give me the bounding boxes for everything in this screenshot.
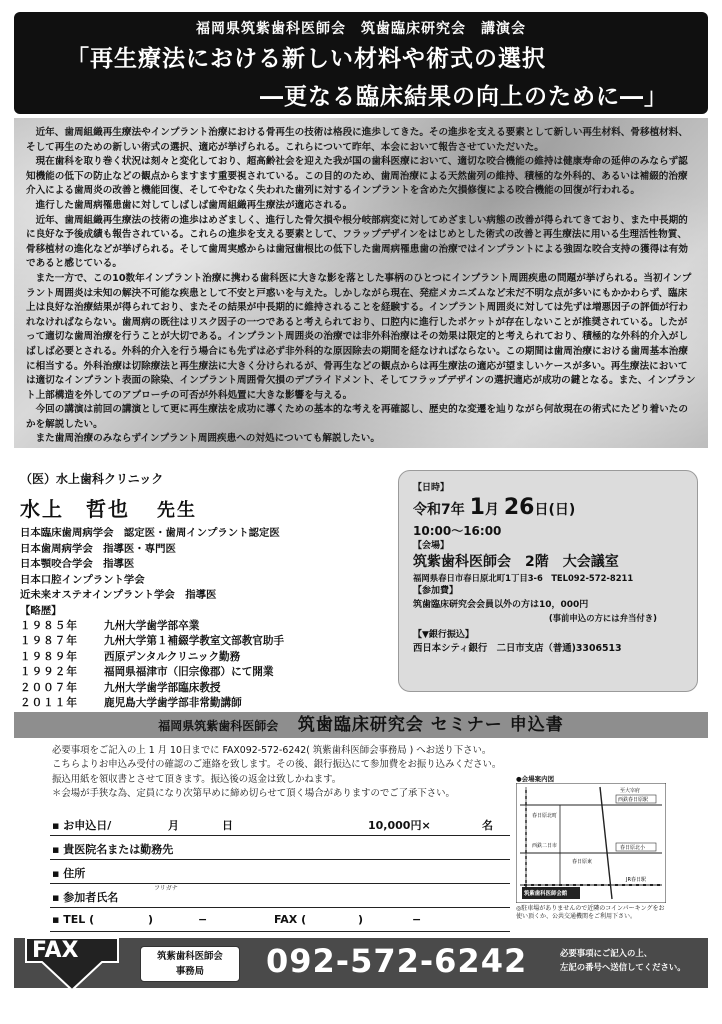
office-line-1: 筑紫歯科医師会	[157, 951, 223, 962]
qualification-item: 日本臨床歯周病学会 認定医・歯周インプラント認定医	[20, 527, 280, 539]
title-line-2: ―更なる臨床結果の向上のために―」	[260, 84, 668, 110]
history-event: 九州大学歯学部卒業	[104, 619, 200, 632]
speaker-name: 水上 哲也	[20, 497, 130, 521]
application-title-bar	[14, 712, 708, 738]
history-year: ２００７年	[20, 681, 78, 694]
bank-label: 【▼銀行振込】	[413, 630, 474, 640]
intro-paragraph: また一方で、この10数年インプラント治療に携わる歯科医に大きな影を落とした事柄のひとつにインプラント周囲疾患の問題が挙げられる。当初インプラント周囲炎は未知の解決不可能な疾患として不安と戸惑いを与えた。しかしながら現在、発症メカニズムなど未だ不明な点が多いにもかかわらず、臨床上は良好な治療結果が得られており、またその結果が中長期的に維持されることを経験する。インプラント周囲炎に対しては先ずは増悪因子の評価が行われなければならない。歯周病の既往はリスク因子の一つであると考えられており、口腔内に進行したポケットが存在しないことが推奨されている。したがって適切な歯周治療を行うことが大切である。インプラント周囲炎の治療では非外科治療はその効果は限定的と考えられており、積極的な外科的介入がしばしば必要とされる。外科的介入を行う場合にも先ずは必ず非外科的な原因除去の期間を経なければならない。この期間は歯周治療における歯周基本治療に相当する。外科治療は切除療法と再生療法に大きく分けられるが、骨再生などの観点からは再生療法の適応が望ましいケースが多い。再生療法においては適切なインプラント表面の除染、インプラント周囲骨欠損のデブライドメント、そしてフラップデザインの選択適応が成功の鍵となる。また、インプラント上部構造を外してのアプローチの可否が外科処置に大きな影響を与える。	[26, 272, 696, 401]
event-time: 10:00～16:00	[413, 524, 502, 538]
fee-note: (事前申込の方には弁当付き)	[548, 613, 657, 623]
date-era: 令和7年	[413, 502, 465, 518]
history-title: 【略歴】	[20, 604, 62, 617]
map-caption: ●会場案内図	[516, 775, 555, 783]
tel-label: ▪ TEL (	[52, 913, 95, 926]
history-year: １９９２年	[20, 666, 78, 679]
history-item	[20, 619, 390, 635]
history-item	[20, 650, 390, 666]
speaker-name-row	[20, 493, 390, 522]
fax-dash: −	[412, 913, 422, 926]
speaker-profile	[20, 470, 390, 712]
clinic-name-label: ▪ 貴医院名または勤務先	[52, 843, 174, 856]
map-label-road1: 春日原北町	[532, 813, 558, 819]
title-line-1: 「再生療法における新しい材料や術式の選択	[66, 46, 546, 72]
intro-paragraph: また歯周治療のみならずインプラント周囲疾患への対処についても解説したい。	[35, 433, 380, 445]
qualification-item: 日本歯周病学会 指導医・専門医	[20, 542, 176, 555]
history-event: 西原デンタルクリニック勤務	[104, 650, 241, 663]
fax-number: 092-572-6242	[266, 942, 528, 980]
fax-office-box	[140, 946, 240, 982]
date-month: 1	[469, 495, 485, 520]
address-label: ▪ 住所	[52, 867, 86, 880]
fax-label-text: FAX	[32, 938, 79, 963]
application-org: 福岡県筑紫歯科医師会	[158, 719, 279, 733]
event-venue: 筑紫歯科医師会 2階 大会議室	[413, 554, 619, 570]
month-unit: 月	[484, 502, 499, 518]
speaker-honorific: 先生	[156, 500, 197, 521]
intro-paragraph: 今回の講演は前回の講演として更に再生療法を成功に導くための基本的な考えを再確認し、歴史的な変遷を辿りながら何故現在の術式にたどり着いたのかを解説したい。	[26, 404, 688, 430]
qualification-item: 日本口腔インプラント学会	[20, 573, 145, 586]
fax-arrow	[18, 936, 126, 992]
history-item	[20, 665, 390, 681]
history-item	[20, 634, 390, 650]
tel-close: )	[148, 913, 154, 926]
history-event: 九州大学歯学部臨床教授	[104, 681, 221, 694]
instruction-line-2: 左記の番号へ送信してください。	[560, 962, 686, 972]
venue-address: 福岡県春日市春日原北町1丁目3-6 TEL092-572-8211	[413, 573, 634, 583]
history-year: ２０１１年	[20, 697, 78, 710]
history-event: 鹿児島大学歯学部非常勤講師	[104, 697, 242, 710]
map-label-school: 春日原北小	[620, 845, 646, 851]
application-form	[50, 812, 510, 932]
office-line-2: 事務局	[175, 966, 205, 977]
note-line: 振込用紙を領収書とさせて頂きます。振込後の返金は致しかねます。	[52, 773, 342, 785]
history-year: １９８９年	[20, 650, 78, 663]
day-unit: 日	[534, 502, 549, 518]
participant-name-field[interactable]	[50, 884, 510, 908]
application-date-field[interactable]	[50, 812, 510, 836]
map-label-station1: 西鉄春日原駅	[618, 797, 649, 803]
map-drawing	[516, 783, 666, 903]
event-date	[413, 495, 683, 523]
organizers: 福岡県筑紫歯科医師会 筑歯臨床研究会 講演会	[196, 21, 526, 37]
persons-label: 名	[482, 819, 493, 832]
tel-dash: −	[198, 913, 208, 926]
map-label-kokudo: 至大宰府	[620, 788, 641, 794]
instruction-line-1: 必要事項にご記入の上、	[560, 948, 653, 958]
map-label-bus: 春日原東	[572, 859, 593, 865]
date-weekday: (日)	[548, 502, 576, 518]
history-event: 九州大学第１補綴学教室文部教官助手	[104, 635, 285, 648]
event-info-box	[398, 470, 698, 692]
history-item	[20, 696, 390, 712]
clinic-name-field[interactable]	[50, 836, 510, 860]
venue-label: 【会場】	[413, 541, 450, 551]
furigana-label: フリガナ	[154, 885, 178, 892]
qualification-item: 近未来オステオインプラント学会 指導医	[20, 589, 217, 602]
intro-section	[14, 118, 708, 448]
intro-paragraph: 近年、歯周組織再生療法やインプラント治療における骨再生の技術は格段に進歩してきた。その進歩を支える要素として新しい再生材料、骨移植材料、そして再生のための新しい術式の選択、適応が挙げられる。これらについて昨年、本会において報告させていただいた。	[26, 127, 688, 153]
bank-account: 西日本シティ銀行 二日市支店（普通)3306513	[413, 643, 622, 654]
date-label: 【日時】	[413, 483, 450, 493]
map-label-jr: JR春日駅	[626, 877, 646, 883]
fax-instruction	[560, 946, 686, 974]
intro-paragraph: 現在歯科を取り巻く状況は刻々と変化しており、超高齢社会を迎えた我が国の歯科医療において、適切な咬合機能の維持は健康寿命の延伸のみならず認知機能の低下の防止などの観点からますます重要視されている。この目的のため、歯周治療による天然歯列の維持、積極的な外科的、あるいは補綴的治療介入による歯周炎の改善と機能回復、そしてやむなく失われた歯列に対するインプラントを含めた欠損修復による咬合機能の回復が行われる。	[26, 156, 688, 197]
note-line: 必要事項をご記入の上 1 月 10日までに FAX092-572-6242( 筑紫歯科医師会事務局 ) へお送り下さい。	[52, 745, 492, 756]
map-parking-note: ◎駐車場がありませんので近隣のコインパーキングをお使い頂くか、公共交通機関をご利用下さい。	[516, 905, 665, 920]
application-date-label: ▪ お申込日/	[52, 819, 112, 832]
fee-label: 【参加費】	[413, 586, 459, 596]
phone-fax-field[interactable]	[50, 908, 510, 932]
application-title: 筑歯臨床研究会 セミナー 申込書	[297, 715, 564, 735]
map-label-venue: 筑紫歯科医師会館	[524, 891, 568, 897]
title-banner	[14, 12, 708, 114]
date-day: 26	[503, 495, 535, 520]
month-label: 月	[168, 819, 179, 832]
intro-paragraph: 進行した歯周病罹患歯に対してしばしば歯周組織再生療法が適応される。	[35, 199, 353, 211]
event-fee: 筑歯臨床研究会会員以外の方は10，000円	[413, 600, 589, 610]
note-line: ＊会場が手狭な為、定員になり次第早めに締め切らせて頂く場合がありますのでご了承下さい。	[52, 788, 455, 800]
speaker-qualifications	[20, 526, 390, 604]
history-item	[20, 681, 390, 697]
note-line: こちらよりお申込み受付の確認のご連絡を致します。その後、銀行振込にて参加費をお振り込みください。	[52, 759, 502, 771]
history-event: 福岡県福津市（旧宗像郡）にて開業	[104, 666, 274, 679]
fax-close: )	[358, 913, 364, 926]
participant-name-label: ▪ 参加者氏名	[52, 891, 119, 904]
intro-paragraph: 近年、歯周組織再生療法の技術の進歩はめざましく、進行した骨欠損や根分岐部病変に対してめざましい病態の改善が得られてきており、また中長期的に良好な予後成績も報告されている。これらの進歩を支える要素として、フラップデザインをはじめとした術式の改善と再生療法に用いる生理活性物質、骨移植材の進化などが挙げられる。そして歯周実感からは歯冠歯根比の低下した歯周病罹患歯の治療ではインプラントによる強固な咬合支持の獲得は有効であると感じている。	[26, 214, 688, 270]
history-year: １９８７年	[20, 635, 78, 648]
day-label: 日	[222, 819, 233, 832]
venue-map	[516, 774, 666, 934]
history-year: １９８５年	[20, 619, 78, 632]
address-field[interactable]	[50, 860, 510, 884]
map-label-stop1: 西鉄二日市	[532, 843, 558, 849]
speaker-clinic: （医）水上歯科クリニック	[20, 472, 164, 486]
fax-field-label: FAX (	[274, 913, 307, 926]
fee-amount: 10,000円×	[368, 819, 431, 832]
qualification-item: 日本顎咬合学会 指導医	[20, 558, 135, 571]
